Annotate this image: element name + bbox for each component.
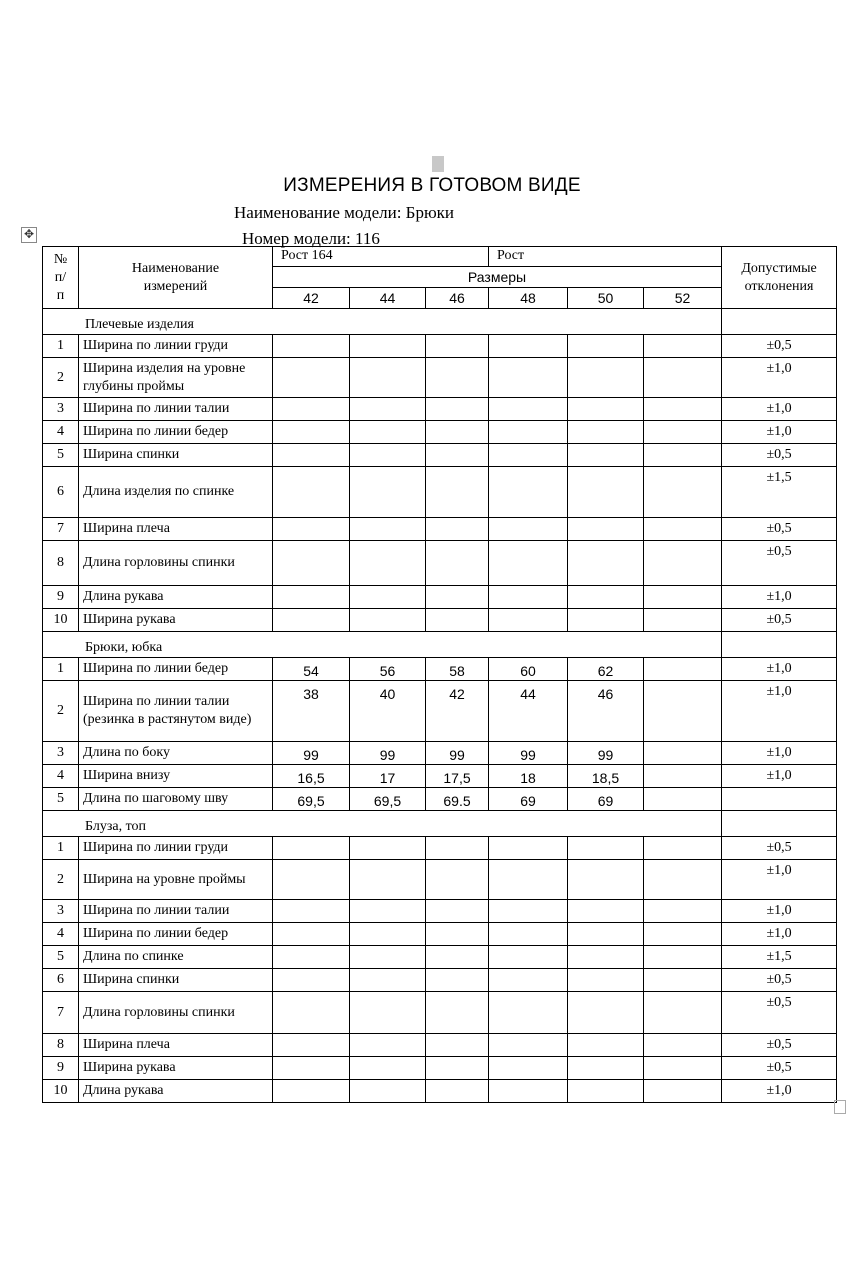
header-size: 42 <box>273 288 350 309</box>
measurement-value[interactable] <box>273 1034 350 1057</box>
measurement-value[interactable]: 44 <box>489 681 568 742</box>
measurement-value[interactable] <box>350 358 426 398</box>
table-row <box>43 681 837 742</box>
measurement-value[interactable]: 56 <box>350 658 426 681</box>
section-row <box>43 632 837 658</box>
table-resize-handle[interactable] <box>834 1100 846 1114</box>
measurement-value[interactable] <box>489 518 568 541</box>
section-row <box>43 811 837 837</box>
document-title: ИЗМЕРЕНИЯ В ГОТОВОМ ВИДЕ <box>283 175 581 196</box>
measurement-value[interactable] <box>273 1080 350 1103</box>
measurement-value[interactable] <box>489 837 568 860</box>
measurement-value[interactable] <box>489 358 568 398</box>
measurement-value[interactable] <box>273 946 350 969</box>
measurement-value[interactable] <box>426 398 489 421</box>
measurement-value[interactable]: 69,5 <box>273 788 350 811</box>
measurement-name: Длина по боку <box>79 742 273 765</box>
row-number: 4 <box>43 765 79 788</box>
measurement-value[interactable] <box>644 335 722 358</box>
section-row <box>43 309 837 335</box>
row-number: 9 <box>43 1057 79 1080</box>
measurement-value[interactable] <box>489 586 568 609</box>
header-tolerance: Допустимые отклонения <box>722 247 837 309</box>
measurement-value[interactable] <box>426 609 489 632</box>
measurement-value[interactable] <box>644 467 722 518</box>
measurement-value[interactable] <box>568 358 644 398</box>
measurement-value[interactable] <box>568 992 644 1034</box>
measurement-value[interactable] <box>273 398 350 421</box>
tolerance-value: ±1,0 <box>722 421 837 444</box>
tolerance-value: ±1,0 <box>722 681 837 742</box>
measurement-value[interactable]: 16,5 <box>273 765 350 788</box>
row-number: 5 <box>43 788 79 811</box>
measurement-value[interactable] <box>273 358 350 398</box>
table-row <box>43 541 837 586</box>
section-tolerance-empty <box>722 309 837 335</box>
measurement-value[interactable] <box>489 1080 568 1103</box>
measurement-value[interactable]: 40 <box>350 681 426 742</box>
header-size: 50 <box>568 288 644 309</box>
measurement-value[interactable] <box>568 586 644 609</box>
header-size: 52 <box>644 288 722 309</box>
measurement-value[interactable] <box>273 969 350 992</box>
measurement-value[interactable] <box>273 335 350 358</box>
tolerance-value: ±1,0 <box>722 658 837 681</box>
measurement-value[interactable] <box>426 923 489 946</box>
tolerance-value: ±0,5 <box>722 609 837 632</box>
measurement-value[interactable] <box>350 1034 426 1057</box>
tolerance-value: ±1,0 <box>722 900 837 923</box>
row-number: 8 <box>43 1034 79 1057</box>
measurement-name: Ширина спинки <box>79 969 273 992</box>
table-row <box>43 609 837 632</box>
measurement-value[interactable] <box>350 467 426 518</box>
measurement-value[interactable]: 69 <box>489 788 568 811</box>
measurement-value[interactable] <box>568 398 644 421</box>
measurement-value[interactable]: 58 <box>426 658 489 681</box>
header-rost-2: Рост <box>489 247 722 267</box>
measurement-value[interactable] <box>568 421 644 444</box>
measurement-value[interactable] <box>273 421 350 444</box>
model-number-line: Номер модели: 116 <box>242 229 380 248</box>
tolerance-value: ±1,5 <box>722 946 837 969</box>
tolerance-value: ±1,0 <box>722 398 837 421</box>
measurement-value[interactable] <box>426 358 489 398</box>
measurement-value[interactable]: 99 <box>426 742 489 765</box>
table-row <box>43 467 837 518</box>
measurement-value[interactable]: 62 <box>568 658 644 681</box>
measurement-value[interactable] <box>426 946 489 969</box>
row-number: 4 <box>43 923 79 946</box>
measurement-value[interactable] <box>426 1057 489 1080</box>
table-move-handle-icon[interactable]: ✥ <box>21 227 37 243</box>
header-size: 48 <box>489 288 568 309</box>
header-row-1 <box>43 247 837 267</box>
measurement-name: Ширина по линии бедер <box>79 421 273 444</box>
table-row <box>43 586 837 609</box>
tolerance-value: ±0,5 <box>722 992 837 1034</box>
measurement-value[interactable] <box>273 609 350 632</box>
measurement-value[interactable] <box>489 609 568 632</box>
tolerance-value: ±0,5 <box>722 837 837 860</box>
measurement-value[interactable] <box>350 923 426 946</box>
measurement-value[interactable] <box>350 609 426 632</box>
section-title: Блуза, топ <box>43 811 722 837</box>
section-title: Плечевые изделия <box>43 309 722 335</box>
measurement-value[interactable] <box>350 421 426 444</box>
row-number: 3 <box>43 742 79 765</box>
table-row <box>43 398 837 421</box>
measurement-value[interactable]: 99 <box>273 742 350 765</box>
tolerance-value: ±1,5 <box>722 467 837 518</box>
measurement-value[interactable] <box>426 969 489 992</box>
tolerance-value: ±0,5 <box>722 969 837 992</box>
measurement-name: Ширина по линии талии <box>79 398 273 421</box>
measurement-value[interactable]: 99 <box>350 742 426 765</box>
measurement-value[interactable]: 99 <box>568 742 644 765</box>
row-number: 3 <box>43 900 79 923</box>
section-title: Брюки, юбка <box>43 632 722 658</box>
measurement-value[interactable]: 18,5 <box>568 765 644 788</box>
section-tolerance-empty <box>722 632 837 658</box>
measurement-value[interactable] <box>644 969 722 992</box>
measurement-value[interactable] <box>568 444 644 467</box>
measurement-value[interactable] <box>568 1057 644 1080</box>
row-number: 4 <box>43 421 79 444</box>
measurement-value[interactable] <box>568 1080 644 1103</box>
measurement-value[interactable] <box>644 398 722 421</box>
measurement-value[interactable] <box>350 541 426 586</box>
measurement-value[interactable] <box>568 923 644 946</box>
measurement-name: Ширина рукава <box>79 609 273 632</box>
measurement-value[interactable] <box>273 444 350 467</box>
measurement-name: Длина горловины спинки <box>79 992 273 1034</box>
tolerance-value: ±0,5 <box>722 335 837 358</box>
measurement-name: Длина горловины спинки <box>79 541 273 586</box>
measurement-value[interactable] <box>644 586 722 609</box>
measurement-value[interactable]: 18 <box>489 765 568 788</box>
measurement-value[interactable] <box>644 518 722 541</box>
table-row <box>43 765 837 788</box>
measurement-value[interactable] <box>644 788 722 811</box>
measurement-value[interactable]: 69.5 <box>426 788 489 811</box>
header-rost-164: Рост 164 <box>273 247 489 267</box>
measurement-value[interactable]: 46 <box>568 681 644 742</box>
measurement-value[interactable] <box>426 467 489 518</box>
measurement-name: Ширина изделия на уровне глубины проймы <box>79 358 273 398</box>
measurement-value[interactable]: 38 <box>273 681 350 742</box>
measurement-value[interactable] <box>350 860 426 900</box>
measurement-value[interactable] <box>426 1034 489 1057</box>
measurement-value[interactable] <box>273 923 350 946</box>
measurement-value[interactable]: 54 <box>273 658 350 681</box>
measurement-value[interactable] <box>426 586 489 609</box>
tolerance-value: ±0,5 <box>722 1057 837 1080</box>
row-number: 9 <box>43 586 79 609</box>
row-number: 7 <box>43 518 79 541</box>
table-row <box>43 860 837 900</box>
measurement-value[interactable] <box>644 1080 722 1103</box>
row-number: 2 <box>43 358 79 398</box>
tolerance-value: ±1,0 <box>722 765 837 788</box>
row-number: 1 <box>43 658 79 681</box>
measurement-value[interactable] <box>568 900 644 923</box>
row-number: 7 <box>43 992 79 1034</box>
measurement-value[interactable] <box>350 444 426 467</box>
text-cursor-marker <box>432 156 444 172</box>
row-number: 6 <box>43 969 79 992</box>
measurement-value[interactable] <box>568 969 644 992</box>
measurement-value[interactable] <box>489 1034 568 1057</box>
measurement-value[interactable] <box>426 335 489 358</box>
measurement-value[interactable]: 69,5 <box>350 788 426 811</box>
measurement-name: Ширина по линии груди <box>79 837 273 860</box>
measurement-value[interactable] <box>644 860 722 900</box>
header-num: № п/ п <box>43 247 79 309</box>
table-row <box>43 923 837 946</box>
measurement-value[interactable] <box>644 992 722 1034</box>
measurement-value[interactable] <box>273 900 350 923</box>
measurement-value[interactable] <box>350 969 426 992</box>
measurement-value[interactable] <box>273 992 350 1034</box>
measurement-value[interactable] <box>426 837 489 860</box>
measurement-value[interactable] <box>644 946 722 969</box>
measurement-value[interactable] <box>426 541 489 586</box>
tolerance-value: ±1,0 <box>722 860 837 900</box>
tolerance-value <box>722 788 837 811</box>
measurement-value[interactable] <box>644 837 722 860</box>
row-number: 2 <box>43 681 79 742</box>
row-number: 1 <box>43 837 79 860</box>
table-row <box>43 946 837 969</box>
measurement-value[interactable]: 17,5 <box>426 765 489 788</box>
measurement-value[interactable] <box>273 860 350 900</box>
measurement-value[interactable] <box>568 518 644 541</box>
measurement-value[interactable] <box>273 518 350 541</box>
table-row <box>43 358 837 398</box>
measurement-value[interactable] <box>644 609 722 632</box>
measurement-value[interactable] <box>489 923 568 946</box>
measurement-value[interactable] <box>426 900 489 923</box>
measurement-value[interactable] <box>489 1057 568 1080</box>
measurement-value[interactable] <box>350 518 426 541</box>
measurement-name: Ширина спинки <box>79 444 273 467</box>
measurement-value[interactable]: 42 <box>426 681 489 742</box>
measurement-name: Ширина рукава <box>79 1057 273 1080</box>
measurement-value[interactable] <box>273 837 350 860</box>
measurement-value[interactable] <box>350 946 426 969</box>
measurement-value[interactable] <box>489 541 568 586</box>
measurement-value[interactable] <box>350 398 426 421</box>
measurement-name: Ширина по линии талии <box>79 900 273 923</box>
measurement-value[interactable]: 60 <box>489 658 568 681</box>
table-row <box>43 444 837 467</box>
row-number: 3 <box>43 398 79 421</box>
measurement-value[interactable] <box>350 335 426 358</box>
header-size: 46 <box>426 288 489 309</box>
measurement-value[interactable] <box>350 1080 426 1103</box>
measurement-name: Ширина внизу <box>79 765 273 788</box>
measurements-table <box>42 246 837 1103</box>
measurement-value[interactable] <box>568 860 644 900</box>
measurement-value[interactable] <box>644 765 722 788</box>
tolerance-value: ±1,0 <box>722 358 837 398</box>
measurement-value[interactable] <box>350 1057 426 1080</box>
measurement-value[interactable]: 69 <box>568 788 644 811</box>
table-row <box>43 788 837 811</box>
table-row <box>43 837 837 860</box>
tolerance-value: ±0,5 <box>722 518 837 541</box>
measurement-value[interactable] <box>568 1034 644 1057</box>
measurement-value[interactable] <box>426 518 489 541</box>
measurement-name: Длина изделия по спинке <box>79 467 273 518</box>
header-size: 44 <box>350 288 426 309</box>
measurement-value[interactable] <box>568 335 644 358</box>
measurement-value[interactable] <box>489 969 568 992</box>
measurement-value[interactable] <box>489 467 568 518</box>
measurement-name: Длина рукава <box>79 586 273 609</box>
measurement-value[interactable] <box>568 541 644 586</box>
header-sizes: Размеры <box>273 267 722 288</box>
measurement-value[interactable] <box>273 1057 350 1080</box>
section-tolerance-empty <box>722 811 837 837</box>
measurement-name: Ширина по линии бедер <box>79 923 273 946</box>
measurement-value[interactable] <box>426 1080 489 1103</box>
row-number: 2 <box>43 860 79 900</box>
measurement-value[interactable] <box>644 541 722 586</box>
tolerance-value: ±0,5 <box>722 541 837 586</box>
measurement-value[interactable] <box>568 946 644 969</box>
measurement-value[interactable] <box>644 681 722 742</box>
measurement-value[interactable] <box>350 586 426 609</box>
table-row <box>43 1057 837 1080</box>
measurement-value[interactable] <box>489 444 568 467</box>
tolerance-value: ±1,0 <box>722 1080 837 1103</box>
table-row <box>43 421 837 444</box>
measurement-value[interactable] <box>350 900 426 923</box>
measurement-value[interactable] <box>568 467 644 518</box>
measurement-value[interactable] <box>489 946 568 969</box>
measurement-value[interactable] <box>644 358 722 398</box>
measurement-value[interactable] <box>273 467 350 518</box>
table-row <box>43 969 837 992</box>
measurement-name: Ширина на уровне проймы <box>79 860 273 900</box>
measurement-value[interactable] <box>489 900 568 923</box>
row-number: 1 <box>43 335 79 358</box>
measurement-value[interactable] <box>568 837 644 860</box>
table-row <box>43 992 837 1034</box>
measurement-value[interactable] <box>644 444 722 467</box>
measurement-value[interactable] <box>273 541 350 586</box>
measurement-name: Ширина по линии бедер <box>79 658 273 681</box>
tolerance-value: ±0,5 <box>722 1034 837 1057</box>
measurement-name: Ширина плеча <box>79 1034 273 1057</box>
row-number: 5 <box>43 444 79 467</box>
tolerance-value: ±0,5 <box>722 444 837 467</box>
measurement-value[interactable] <box>489 860 568 900</box>
measurement-value[interactable] <box>489 421 568 444</box>
measurement-value[interactable] <box>273 586 350 609</box>
measurement-value[interactable] <box>644 742 722 765</box>
measurement-value[interactable] <box>644 1057 722 1080</box>
table-row <box>43 658 837 681</box>
measurement-value[interactable] <box>489 398 568 421</box>
measurement-value[interactable] <box>350 992 426 1034</box>
table-row <box>43 335 837 358</box>
measurement-name: Длина по спинке <box>79 946 273 969</box>
tolerance-value: ±1,0 <box>722 923 837 946</box>
table-row <box>43 900 837 923</box>
table-row <box>43 1080 837 1103</box>
measurement-value[interactable] <box>644 923 722 946</box>
table-row <box>43 1034 837 1057</box>
header-name: Наименование измерений <box>79 247 273 309</box>
measurement-value[interactable] <box>350 837 426 860</box>
measurement-value[interactable] <box>426 444 489 467</box>
measurement-value[interactable] <box>568 609 644 632</box>
row-number: 6 <box>43 467 79 518</box>
measurement-value[interactable] <box>644 900 722 923</box>
table-row <box>43 742 837 765</box>
measurement-value[interactable]: 99 <box>489 742 568 765</box>
measurement-value[interactable] <box>644 421 722 444</box>
table-row <box>43 518 837 541</box>
measurement-name: Ширина по линии талии (резинка в растянутом виде) <box>79 681 273 742</box>
row-number: 8 <box>43 541 79 586</box>
measurement-value[interactable] <box>426 860 489 900</box>
measurement-name: Длина по шаговому шву <box>79 788 273 811</box>
measurement-value[interactable] <box>426 421 489 444</box>
row-number: 5 <box>43 946 79 969</box>
measurement-name: Длина рукава <box>79 1080 273 1103</box>
measurement-name: Ширина плеча <box>79 518 273 541</box>
measurement-value[interactable] <box>489 992 568 1034</box>
measurement-value[interactable] <box>644 1034 722 1057</box>
measurement-name: Ширина по линии груди <box>79 335 273 358</box>
row-number: 10 <box>43 1080 79 1103</box>
tolerance-value: ±1,0 <box>722 586 837 609</box>
model-name-line: Наименование модели: Брюки <box>234 203 454 222</box>
tolerance-value: ±1,0 <box>722 742 837 765</box>
measurement-value[interactable] <box>489 335 568 358</box>
row-number: 10 <box>43 609 79 632</box>
measurement-value[interactable] <box>644 658 722 681</box>
measurement-value[interactable]: 17 <box>350 765 426 788</box>
measurement-value[interactable] <box>426 992 489 1034</box>
